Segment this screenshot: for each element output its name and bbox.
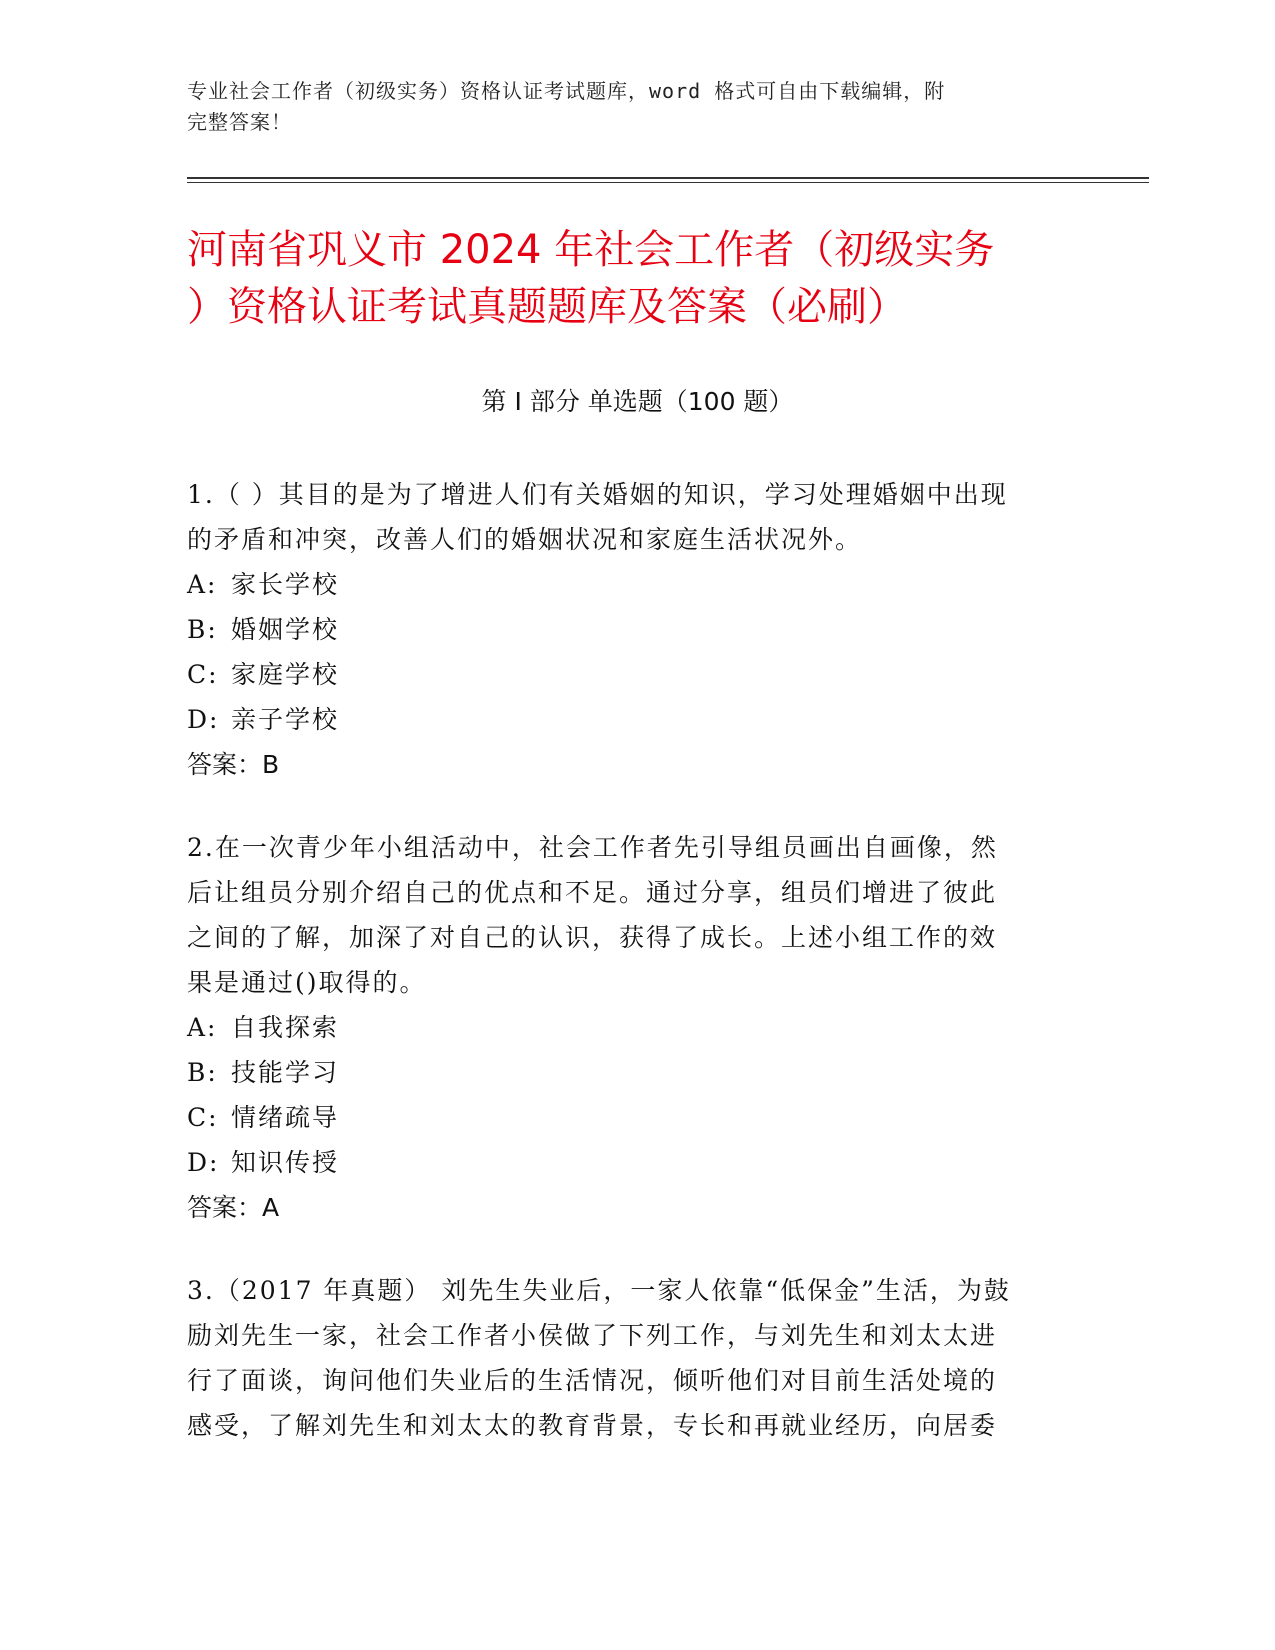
stem-line: 感受，了解刘先生和刘太太的教育背景，专长和再就业经历，向居委 (187, 1411, 998, 1440)
option-a (187, 1005, 1077, 1050)
header-divider-thick (187, 177, 1149, 179)
title-line: ）资格认证考试真题题库及答案（必刷） (187, 284, 907, 330)
stem-line: 之间的了解，加深了对自己的认识，获得了成长。上述小组工作的效 (187, 923, 998, 952)
option-text: 家庭学校 (231, 660, 340, 689)
option-c (187, 652, 1077, 697)
stem-line: 行了面谈，询问他们失业后的生活情况，倾听他们对目前生活处境的 (187, 1366, 998, 1395)
stem-line: 果是通过()取得的。 (187, 968, 427, 997)
option-key: D: (187, 1148, 220, 1177)
stem-line: 1.（ ）其目的是为了增进人们有关婚姻的知识，学习处理婚姻中出现 (187, 480, 1008, 509)
question-2 (187, 825, 1077, 1230)
title-line: 河南省巩义市 2024 年社会工作者（初级实务 (187, 227, 995, 273)
stem-line: 励刘先生一家，社会工作者小侯做了下列工作，与刘先生和刘太太进 (187, 1321, 998, 1350)
header-note (187, 76, 1067, 138)
option-a (187, 562, 1077, 607)
option-c (187, 1095, 1077, 1140)
stem-line: 的矛盾和冲突，改善人们的婚姻状况和家庭生活状况外。 (187, 525, 863, 554)
question-stem (187, 472, 1077, 562)
stem-line: 2.在一次青少年小组活动中，社会工作者先引导组员画出自画像，然 (187, 833, 998, 862)
option-key: B: (187, 615, 218, 644)
question-stem (187, 825, 1077, 1005)
question-list (187, 472, 1077, 1486)
option-b (187, 607, 1077, 652)
header-note-line: 专业社会工作者（初级实务）资格认证考试题库，word 格式可自由下载编辑，附 (187, 79, 946, 103)
document-title (187, 222, 1087, 336)
option-d (187, 697, 1077, 742)
option-text: 知识传授 (231, 1148, 340, 1177)
option-text: 家长学校 (231, 570, 340, 599)
option-text: 亲子学校 (231, 705, 340, 734)
stem-line: 后让组员分别介绍自己的优点和不足。通过分享，组员们增进了彼此 (187, 878, 998, 907)
option-key: C: (187, 1103, 219, 1132)
question-stem (187, 1268, 1077, 1448)
option-d (187, 1140, 1077, 1185)
question-1 (187, 472, 1077, 787)
stem-line: 3.（2017 年真题） 刘先生失业后，一家人依靠“低保金”生活，为鼓 (187, 1276, 1011, 1305)
answer: 答案：A (187, 1193, 280, 1222)
option-key: A: (187, 570, 218, 599)
option-text: 技能学习 (231, 1058, 340, 1087)
option-text: 婚姻学校 (231, 615, 340, 644)
option-text: 情绪疏导 (231, 1103, 340, 1132)
option-b (187, 1050, 1077, 1095)
header-divider-thin (187, 182, 1149, 183)
question-3 (187, 1268, 1077, 1448)
option-key: B: (187, 1058, 218, 1087)
answer: 答案：B (187, 750, 280, 779)
option-key: A: (187, 1013, 218, 1042)
section-heading: 第 I 部分 单选题（100 题） (481, 387, 794, 416)
header-note-line: 完整答案！ (187, 110, 292, 134)
option-key: D: (187, 705, 220, 734)
option-key: C: (187, 660, 219, 689)
option-text: 自我探索 (231, 1013, 340, 1042)
